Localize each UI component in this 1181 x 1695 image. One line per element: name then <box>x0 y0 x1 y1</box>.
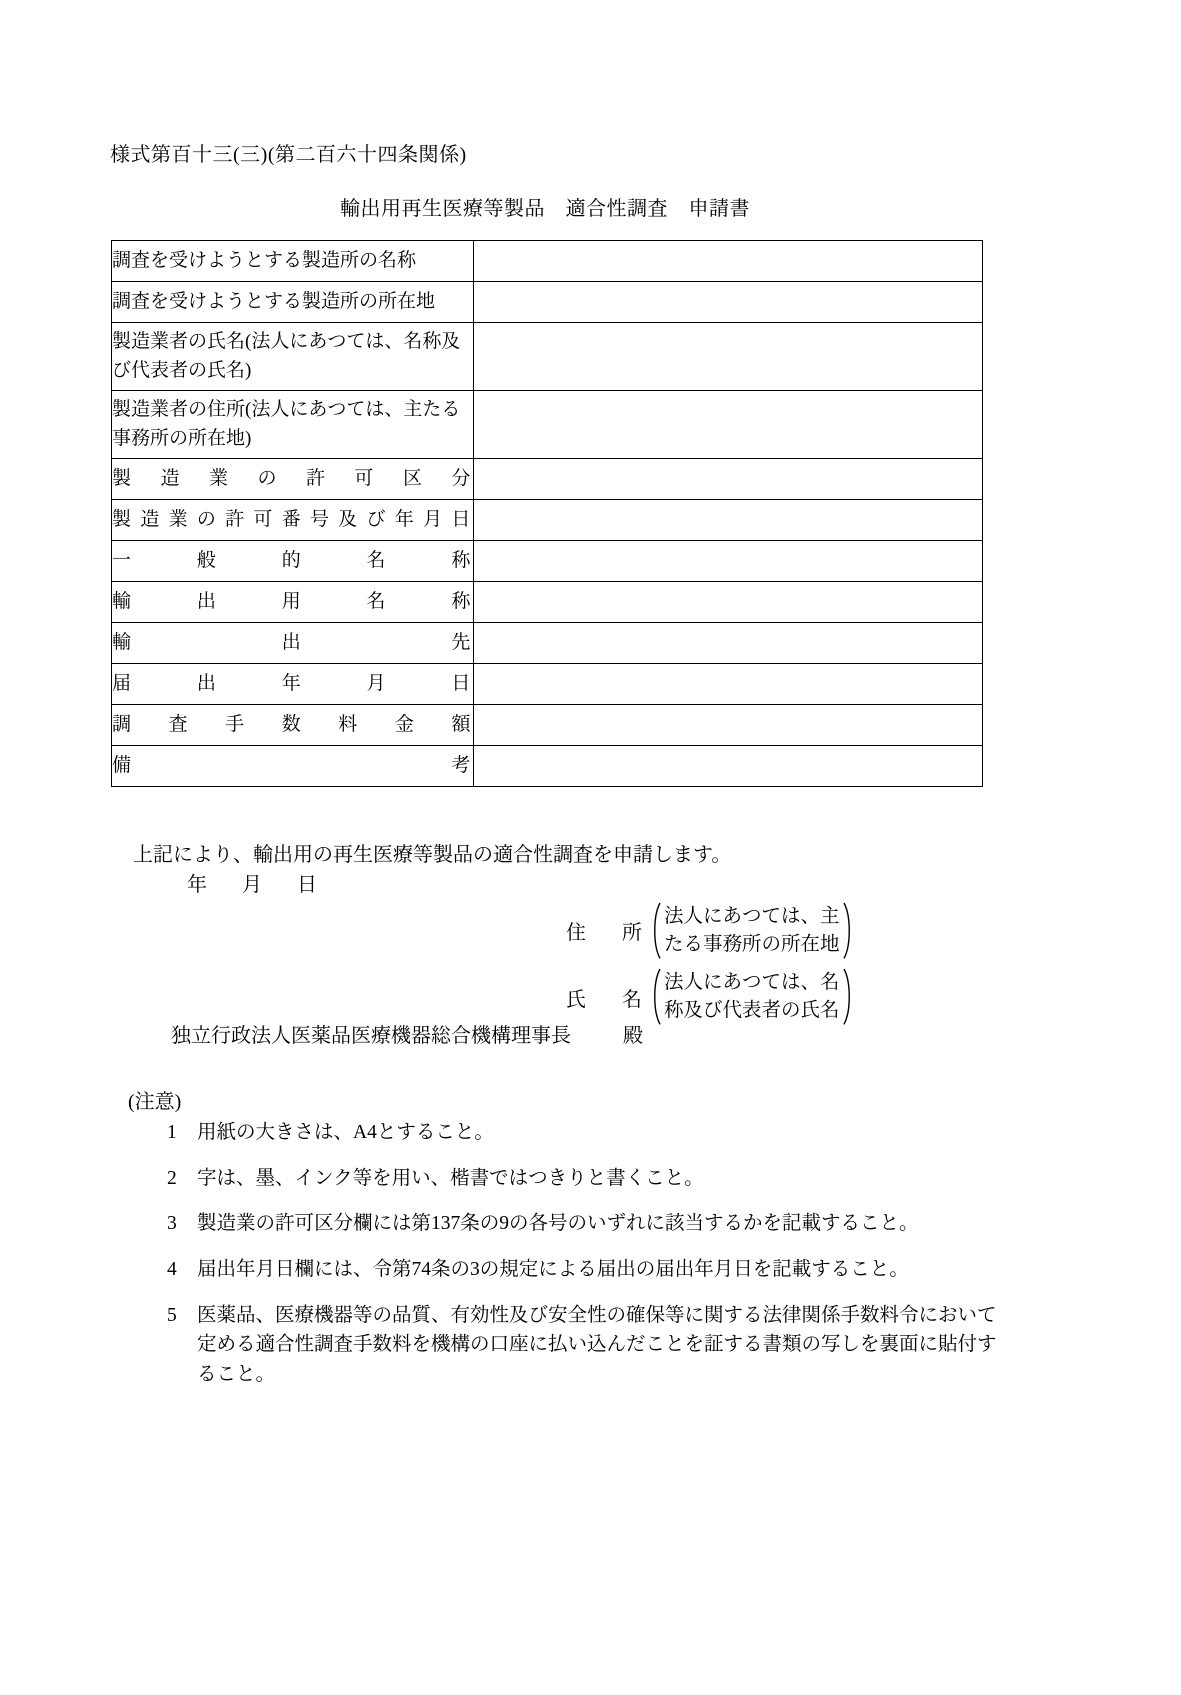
note-number: 1 <box>167 1122 177 1143</box>
document-title: 輸出用再生医療等製品 適合性調査 申請書 <box>340 198 750 220</box>
field-label: 輸出用名称 <box>112 590 471 612</box>
field-value-cell[interactable] <box>474 582 983 623</box>
field-label-cell <box>112 582 474 623</box>
table-row <box>112 282 983 323</box>
field-label-cell <box>112 459 474 500</box>
field-label: 調査を受けようとする製造所の所在地 <box>112 290 436 312</box>
table-row <box>112 582 983 623</box>
note-item <box>167 1255 997 1285</box>
field-value-cell[interactable] <box>474 746 983 787</box>
table-row <box>112 391 983 459</box>
application-form-table <box>111 240 983 787</box>
notes-list <box>167 1118 997 1405</box>
declaration-text: 上記により、輸出用の再生医療等製品の適合性調査を申請します。 <box>133 844 732 866</box>
field-label: 製造業の許可区分 <box>112 467 471 489</box>
note-item <box>167 1118 997 1148</box>
addressee-honorific: 殿 <box>623 1025 643 1047</box>
field-value-cell[interactable] <box>474 323 983 391</box>
note-number: 3 <box>167 1213 177 1235</box>
field-label-cell <box>112 623 474 664</box>
note-text: 字は、墨、インク等を用い、楷書ではつきりと書くこと。 <box>197 1167 704 1189</box>
note-number: 5 <box>167 1304 177 1326</box>
field-label-cell <box>112 541 474 582</box>
field-label: 輸出先 <box>112 631 471 653</box>
signature-name-label <box>566 983 650 1012</box>
addressee-line <box>171 1019 643 1048</box>
signature-address-label-char2: 所 <box>622 922 642 945</box>
table-row <box>112 323 983 391</box>
table-row <box>112 459 983 500</box>
field-label: 製造業者の氏名(法人にあつては、名称及び代表者の氏名) <box>112 331 461 381</box>
signature-name-row <box>566 968 854 1025</box>
note-number: 4 <box>167 1258 177 1280</box>
table-row <box>112 541 983 582</box>
table-row <box>112 623 983 664</box>
field-label: 備考 <box>112 754 471 776</box>
field-label-cell <box>112 705 474 746</box>
table-row <box>112 746 983 787</box>
paren-right-icon <box>842 968 854 1025</box>
signature-block <box>566 902 854 1035</box>
field-label-cell <box>112 664 474 705</box>
note-text: 医薬品、医療機器等の品質、有効性及び安全性の確保等に関する法律関係手数料令において定める適合性調査手数料を機構の口座に払い込んだことを証する書類の写しを裏面に貼付すること。 <box>197 1304 997 1385</box>
field-value-cell[interactable] <box>474 623 983 664</box>
note-item <box>167 1164 997 1194</box>
signature-address-row <box>566 902 854 959</box>
field-label-cell <box>112 282 474 323</box>
signature-name-note-line1: 法人にあつては、名 <box>664 972 840 994</box>
note-number: 2 <box>167 1167 177 1189</box>
field-value-cell[interactable] <box>474 282 983 323</box>
field-label: 製造業者の住所(法人にあつては、主たる事務所の所在地) <box>112 399 461 449</box>
signature-name-note-line2: 称及び代表者の氏名 <box>664 1000 840 1022</box>
field-label: 製造業の許可番号及び年月日 <box>112 508 471 530</box>
field-label: 調査を受けようとする製造所の名称 <box>112 249 417 271</box>
field-label-cell <box>112 241 474 282</box>
signature-address-label-char1: 住 <box>566 922 586 945</box>
signature-address-label <box>566 916 650 945</box>
field-value-cell[interactable] <box>474 391 983 459</box>
note-text: 用紙の大きさは、A4とすること。 <box>197 1122 494 1143</box>
notes-heading: (注意) <box>128 1091 182 1113</box>
signature-address-note-line2: たる事務所の所在地 <box>664 933 840 955</box>
table-row <box>112 705 983 746</box>
paren-right-icon <box>842 902 854 959</box>
signature-address-note-lines <box>662 902 842 959</box>
note-text: 届出年月日欄には、令第74条の3の規定による届出の届出年月日を記載すること。 <box>197 1258 909 1280</box>
signature-name-label-char2: 名 <box>622 988 642 1011</box>
date-year-label: 年 <box>187 874 208 896</box>
field-label: 届出年月日 <box>112 672 471 694</box>
signature-address-note-line1: 法人にあつては、主 <box>664 906 840 927</box>
field-label: 調査手数料金額 <box>112 713 471 735</box>
table-row <box>112 241 983 282</box>
signature-name-note-lines <box>662 968 842 1025</box>
signature-address-note-group <box>650 902 854 959</box>
field-label: 一般的名称 <box>112 549 471 571</box>
note-item <box>167 1301 997 1390</box>
form-number: 様式第百十三(三)(第二百六十四条関係) <box>110 144 467 166</box>
addressee-organization: 独立行政法人医薬品医療機器総合機構理事長 <box>171 1025 571 1047</box>
paren-left-icon <box>650 902 662 959</box>
field-value-cell[interactable] <box>474 459 983 500</box>
date-line <box>187 868 318 897</box>
table-row <box>112 500 983 541</box>
paren-left-icon <box>650 968 662 1025</box>
date-month-label: 月 <box>242 874 263 896</box>
field-value-cell[interactable] <box>474 664 983 705</box>
field-label-cell <box>112 500 474 541</box>
note-item <box>167 1209 997 1239</box>
table-row <box>112 664 983 705</box>
form-table-body <box>112 241 983 787</box>
note-text: 製造業の許可区分欄には第137条の9の各号のいずれに該当するかを記載すること。 <box>197 1213 919 1235</box>
signature-name-note-group <box>650 968 854 1025</box>
signature-name-label-char1: 氏 <box>566 988 586 1011</box>
field-label-cell <box>112 323 474 391</box>
field-value-cell[interactable] <box>474 500 983 541</box>
field-value-cell[interactable] <box>474 705 983 746</box>
field-label-cell <box>112 391 474 459</box>
field-label-cell <box>112 746 474 787</box>
field-value-cell[interactable] <box>474 541 983 582</box>
date-day-label: 日 <box>297 874 318 896</box>
field-value-cell[interactable] <box>474 241 983 282</box>
